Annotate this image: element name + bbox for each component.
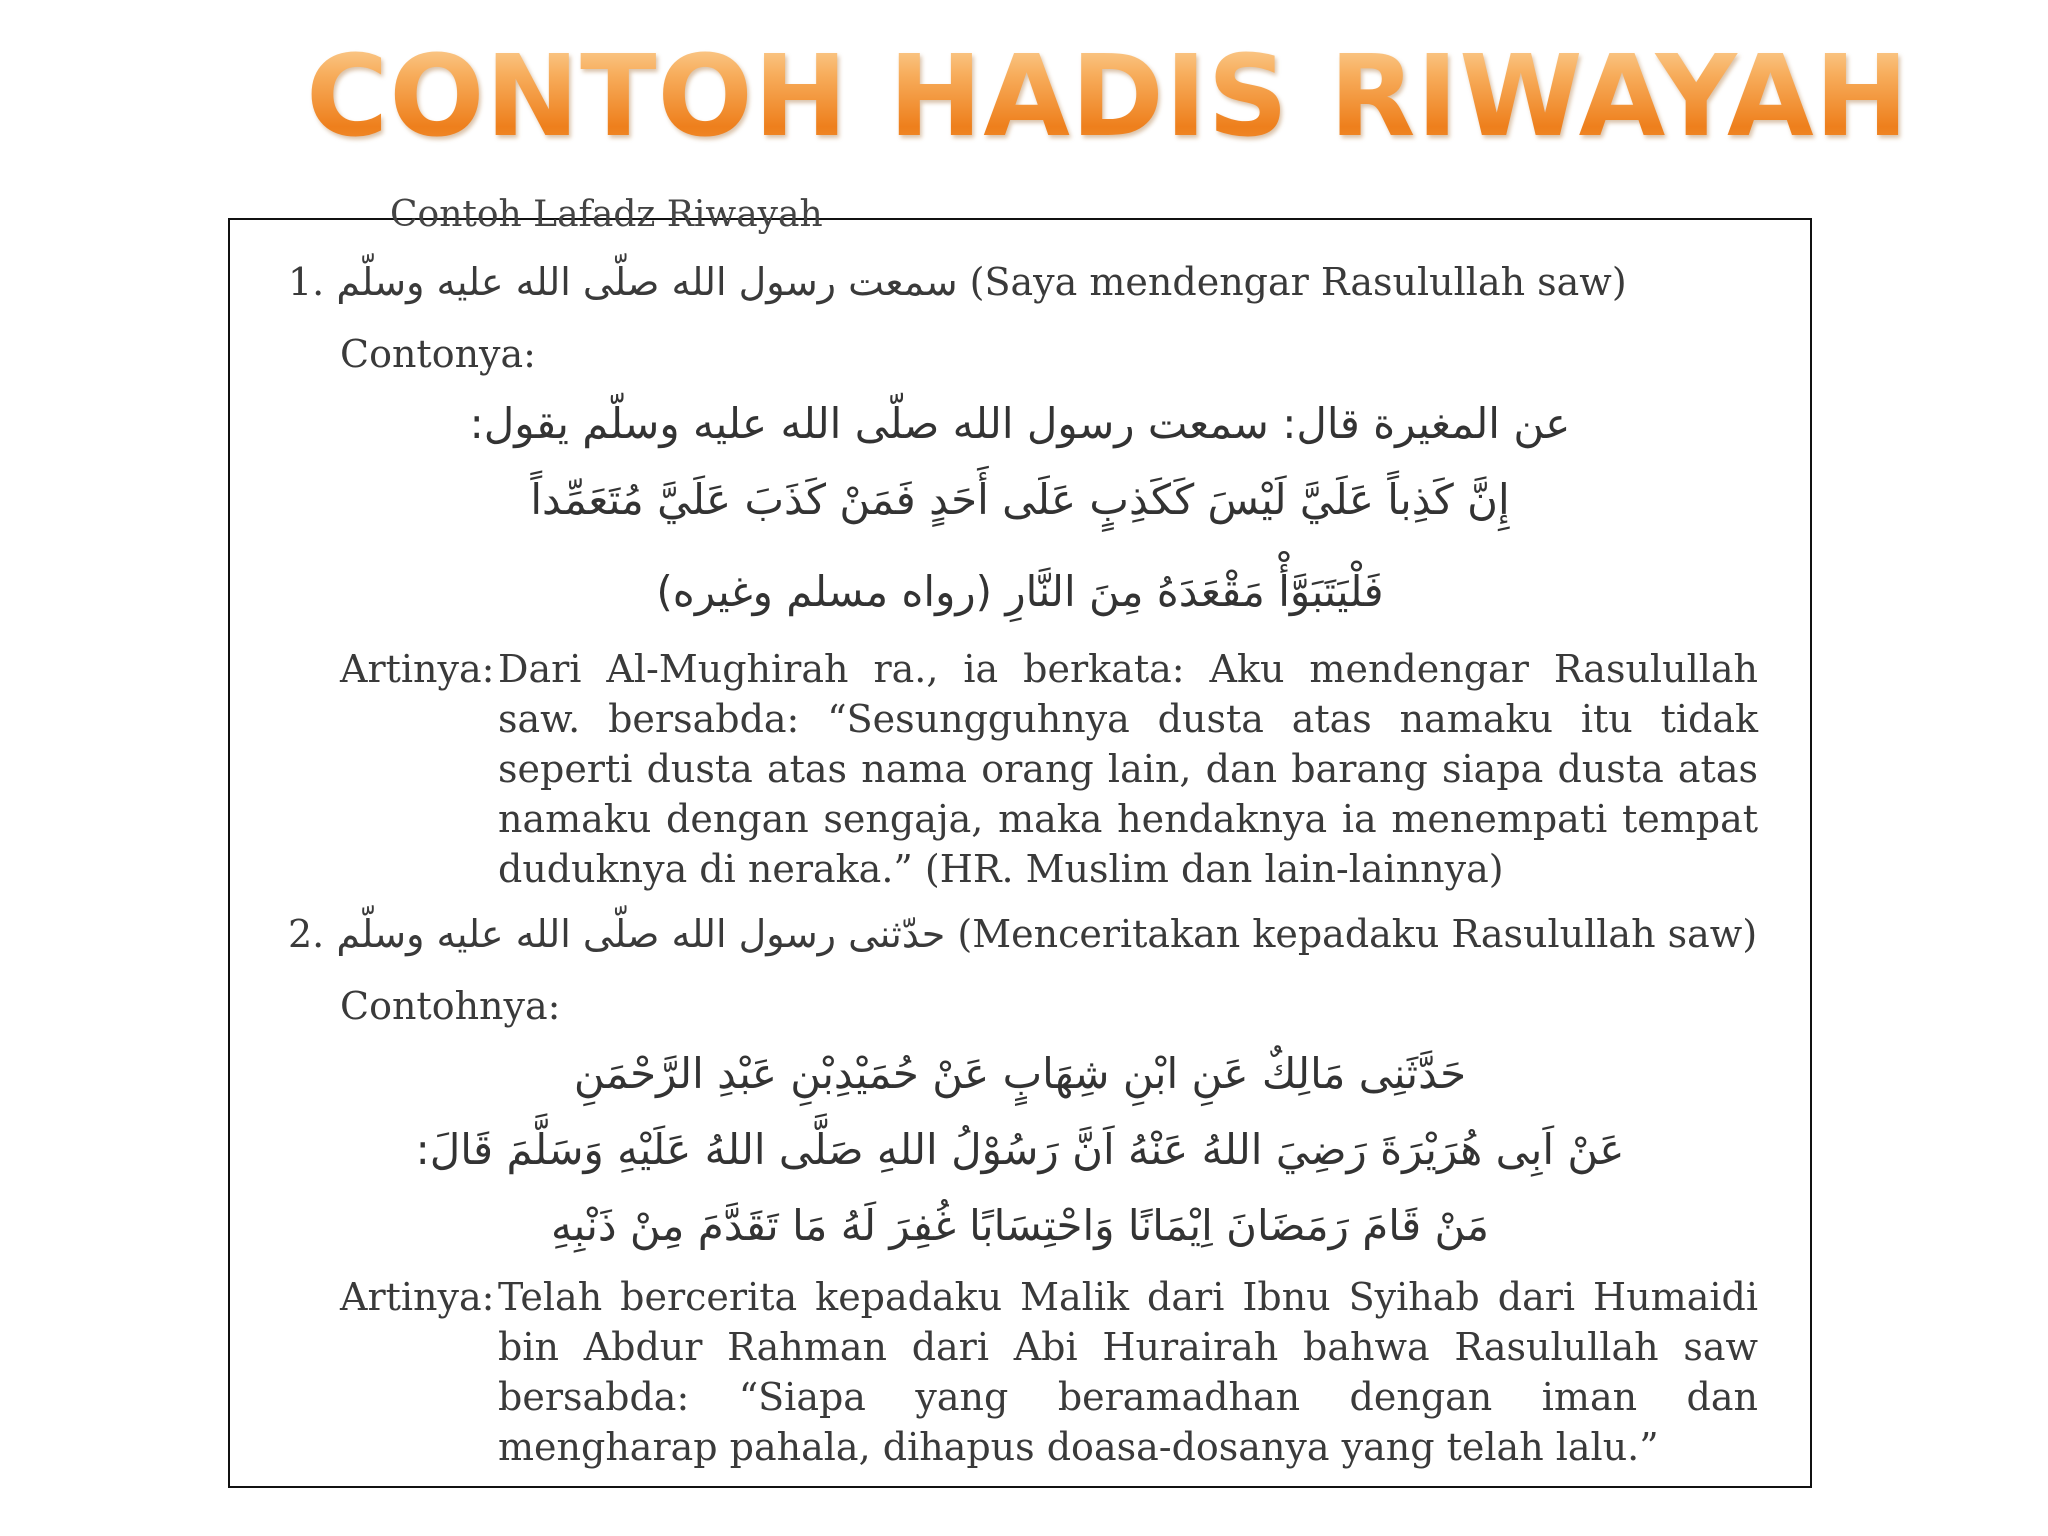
item-2-hadith-line-2: عَنْ اَبِى هُرَيْرَةَ رَضِيَ اللهُ عَنْهُ اَنَّ رَسُوْلُ اللهِ صَلَّى اللهُ عَلَيْهِ وَسَلَّمَ قَالَ: [415,1125,1625,1174]
item-1-translation: (Saya mendengar Rasulullah saw) [969,260,1627,304]
item-2-meaning [340,1272,1760,1482]
item-2-hadith-line-1: حَدَّثَنِى مَالِكٌ عَنِ ابْنِ شِهَابٍ عَنْ حُمَيْدِبْنِ عَبْدِ الرَّحْمَنِ [573,1049,1467,1098]
slide-title: CONTOH HADIS RIWAYAH [306,22,1909,172]
item-1-meaning [340,644,1760,904]
cropped-heading: Contoh Lafadz Riwayah [390,194,823,235]
item-2-example-label: Contohnya: [340,984,561,1028]
item-2-meaning-text: Telah bercerita kepadaku Malik dari Ibnu Syihab dari Humaidi bin Abdur Rahman dari Abi Hurairah bahwa Rasulullah saw bersabda: “Siapa yang beramadhan dengan iman dan mengharap pahala, dihapus doasa-dosanya yang telah lalu.” [498,1275,1758,1469]
item-2-heading [288,910,1757,958]
item-1-hadith-line-2: إِنَّ كَذِباً عَلَيَّ لَيْسَ كَكَذِبٍ عَلَى أَحَدٍ فَمَنْ كَذَبَ عَلَيَّ مُتَعَمِّداً [530,475,1510,524]
item-1-hadith-line-3: فَلْيَتَبَوَّأْ مَقْعَدَهُ مِنَ النَّارِ (رواه مسلم وغيره) [656,567,1384,616]
item-1-example-label: Contonya: [340,332,536,376]
item-2-number: 2. [288,912,325,956]
item-1-meaning-text: Dari Al-Mughirah ra., ia berkata: Aku mendengar Rasulullah saw. bersabda: “Sesungguhnya dusta atas namaku itu tidak seperti dusta atas nama orang lain, dan barang siapa dusta atas namaku dengan sengaja, maka hendaknya ia menempati tempat duduknya di neraka.” (HR. Muslim dan lain-lainnya) [498,647,1758,891]
item-2-hadith-line-3: مَنْ قَامَ رَمَضَانَ اِيْمَانًا وَاحْتِسَابًا غُفِرَ لَهُ مَا تَقَدَّمَ مِنْ ذَنْبِهِ [551,1201,1489,1250]
item-2-meaning-label: Artinya: [340,1275,495,1319]
item-1-arabic: سمعت رسول الله صلّى الله عليه وسلّم [336,260,958,304]
item-2-translation: (Menceritakan kepadaku Rasulullah saw) [957,912,1758,956]
item-1-number: 1. [288,260,325,304]
item-1-hadith-line-1: عن المغيرة قال: سمعت رسول الله صلّى الله عليه وسلّم يقول: [469,399,1571,448]
item-1-meaning-label: Artinya: [340,647,495,691]
item-1-heading [288,258,1627,306]
item-2-arabic: حدّثنى رسول الله صلّى الله عليه وسلّم [336,912,946,956]
document-image [228,194,1812,1488]
